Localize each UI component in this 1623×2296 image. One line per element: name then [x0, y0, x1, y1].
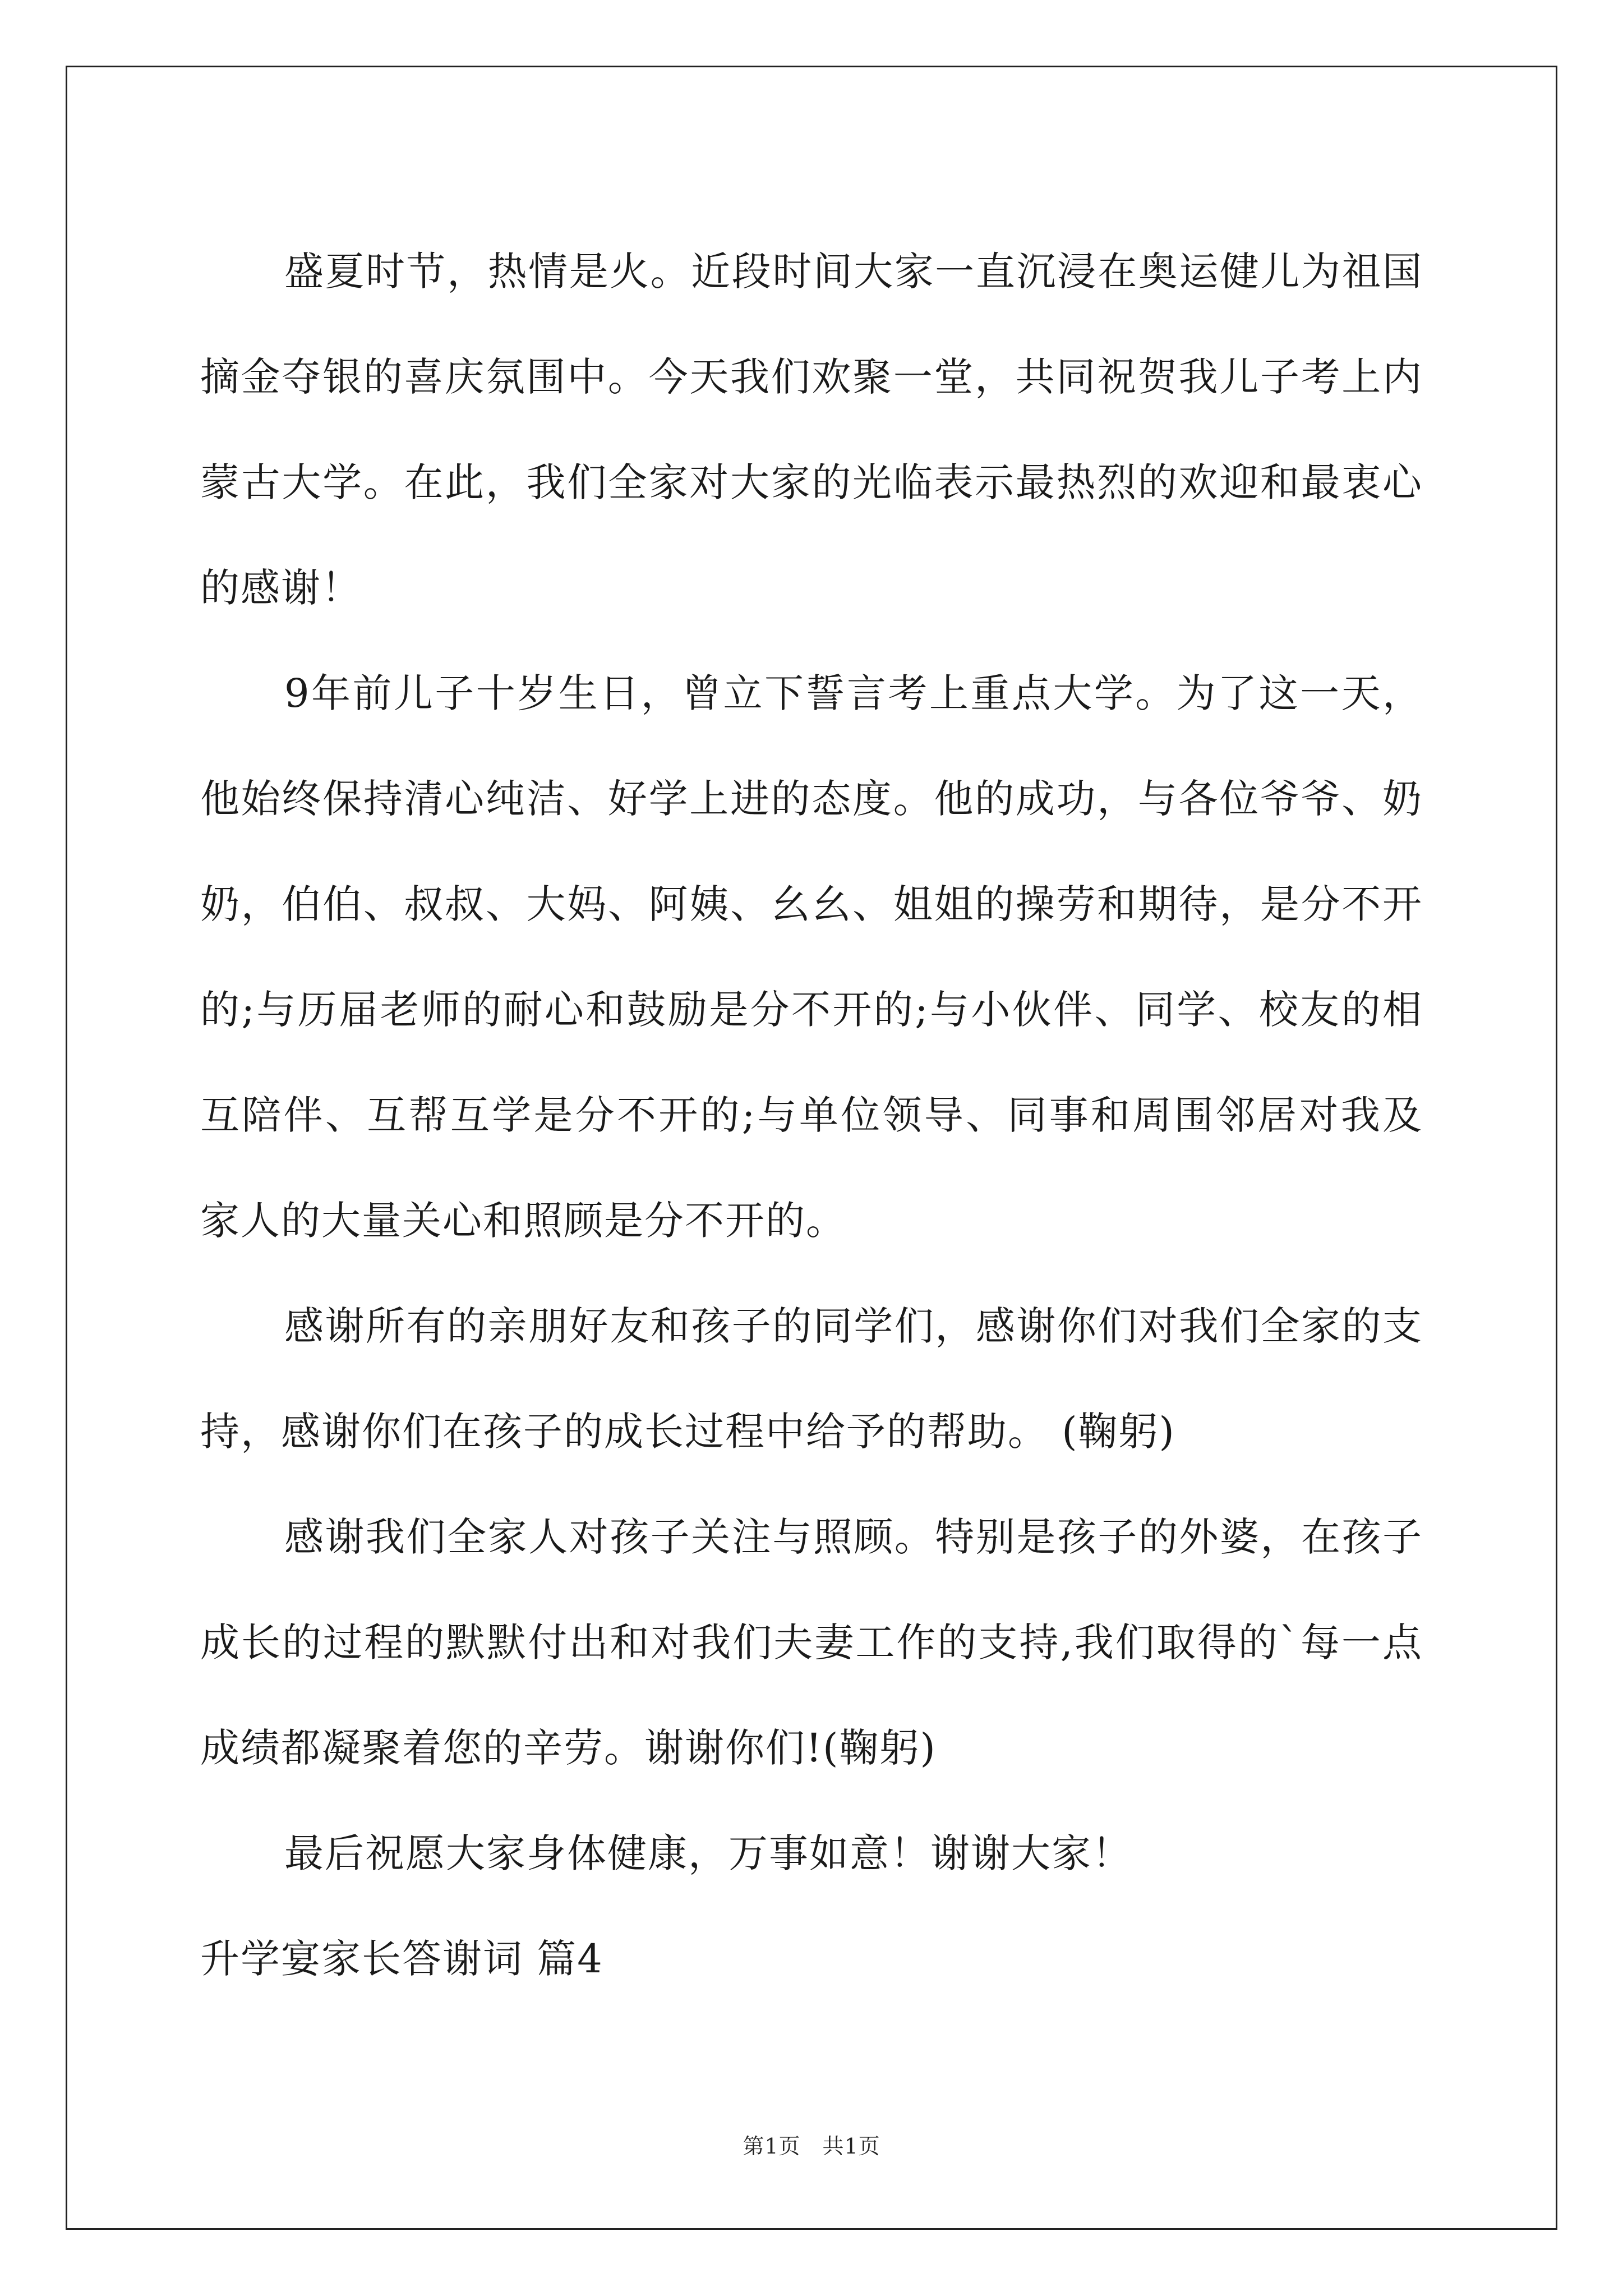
page-footer: 第1页 共1页 — [743, 2134, 880, 2159]
paragraph-2: 9年前儿子十岁生日，曾立下誓言考上重点大学。为了这一天，他始终保持清心纯洁、好学上进的态度。他的成功，与各位爷爷、奶奶，伯伯、叔叔、大妈、阿姨、幺幺、姐姐的操劳和期待，是分不开的;与历届老师的耐心和鼓励是分不开的;与小伙伴、同学、校友的相互陪伴、互帮互学是分不开的;与单位领导、同事和周围邻居对我及家人的大量关心和照顾是分不开的。 — [200, 670, 1423, 1244]
paragraph-3: 感谢所有的亲朋好友和孩子的同学们，感谢你们对我们全家的支持，感谢你们在孩子的成长过程中给予的帮助。 (鞠躬) — [200, 1303, 1423, 1455]
section-heading: 升学宴家长答谢词 篇4 — [200, 1936, 603, 1982]
paragraph-5: 最后祝愿大家身体健康，万事如意！谢谢大家！ — [284, 1830, 1132, 1876]
paragraph-4: 感谢我们全家人对孩子关注与照顾。特别是孩子的外婆，在孩子成长的过程的默默付出和对我们夫妻工作的支持,我们取得的`每一点成绩都凝聚着您的辛劳。谢谢你们!(鞠躬) — [200, 1514, 1423, 1771]
paragraph-1: 盛夏时节，热情是火。近段时间大家一直沉浸在奥运健儿为祖国摘金夺银的喜庆氛围中。今天我们欢聚一堂，共同祝贺我儿子考上内蒙古大学。在此，我们全家对大家的光临表示最热烈的欢迎和最衷心的感谢！ — [200, 249, 1423, 611]
document-body — [200, 219, 1423, 2012]
